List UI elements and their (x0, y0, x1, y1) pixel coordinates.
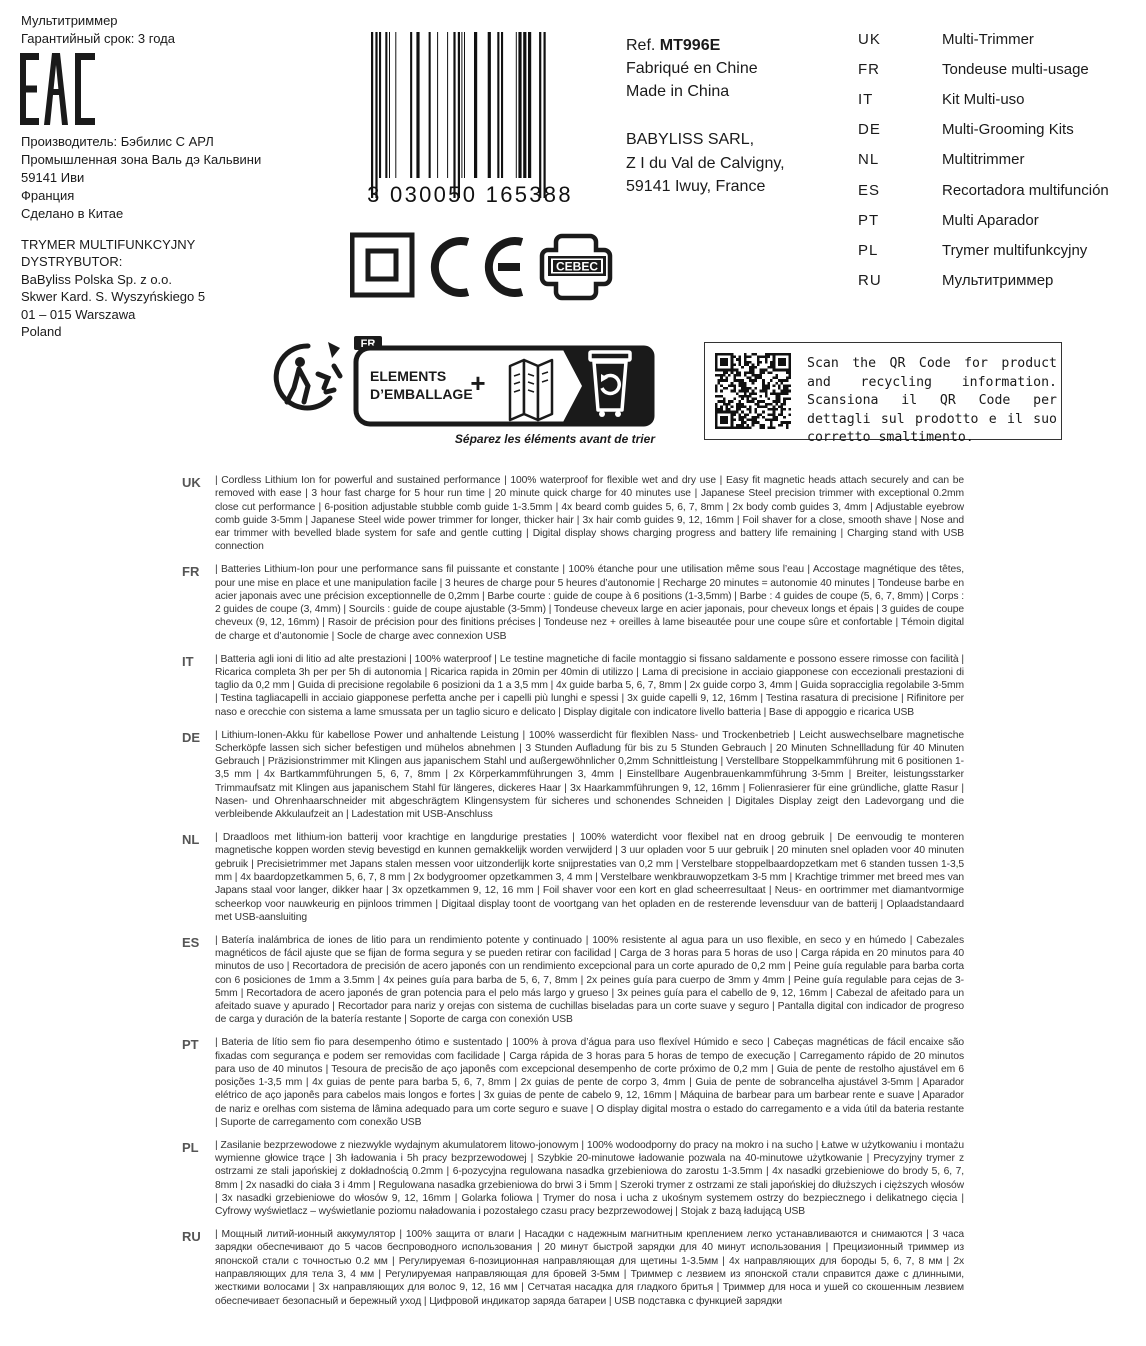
product-name: Recortadora multifunción (942, 181, 1109, 199)
made-in-en: Made in China (626, 83, 730, 100)
pl-line: Poland (21, 324, 62, 340)
polish-distributor-block (21, 236, 205, 340)
lang-code: DE (858, 121, 881, 139)
ru-warranty-line: Гарантийный срок: 3 года (21, 31, 175, 46)
spec-text: | Zasilanie bezprzewodowe z niezwykle wydajnym akumulatorem litowo-jonowym | 100% wodoodporny do pracy na mokro i na sucho | Łatwe w użytkowaniu i montażu wymienne głowice trące | 3h ładowania i 5h pracy bezprzewodowej | Szybkie 20-minutowe ładowanie pozwala na 40-minutowe użytkowanie | Precyzyjny trymer z ostrzami ze stali japońskiej z dokładnością 0.2mm | 6-pozycyjna regulowana nasadka grzebieniowa do zarostu 1-3.5mm | 4x nasadki grzebieniowe do brody 5, 6, 7, 8mm | 2x nasadki do ciała 3 i 4mm | Regulowana nasadka grzebieniowa do brwi 3 i 5mm | Szeroki trymer z ostrzami ze stali japońskiej do dłuższych i cięższych włosów | 3x nasadki grzebieniowe do włosów 9, 12, 16mm | Golarka foliowa | Trymer do nosa i ucha z ukośnym systemem ostrzy do bezpiecznego i delikatnego cięcia | Cyfrowy wyświetlacz – wyświetlanie poziomu naładowania i pozostałego czasu pracy bezprzewodowej | Stojak z bazą ładującą USB (215, 1139, 964, 1218)
reference-block (626, 34, 758, 103)
qr-info-text: Scan the QR Code for product and recycling information. Scansiona il QR Code per dettagli sul prodotto e il suo corretto smaltimento. (807, 356, 1057, 445)
feature-specs-list (182, 474, 964, 1317)
spec-lang-code: IT (182, 653, 194, 669)
pl-line: TRYMER MULTIFUNKCYJNY (21, 237, 196, 252)
product-name-row (858, 145, 1109, 175)
spec-text: | Cordless Lithium Ion for powerful and sustained performance | 100% waterproof for flexible wet and dry use | Easy fit magnetic heads attach securely and can be removed with ease | 3 hour fast charge for 5 hour run time | 20 minute quick charge for 40 minutes use | Japanese Steel precision trimmer with exceptional 0.2mm close cut performance | 6-position adjustable stubble comb guide 1-3.5mm | 4x beard comb guides 5, 6, 7, 8mm | 2x body comb guides 3, 4mm | Adjustable eyebrow comb guide 3-5mm | Japanese Steel wide power trimmer for longer, thicker hair | 3x hair comb guides 9, 12, 16mm | Foil shaver for a close, smooth shave | Nose and ear trimmer with bevelled blade system for safe and gentle cutting | Digital display shows charging progress and battery life remaining | Charging stand with USB connection (215, 475, 964, 553)
elements-label-1: ELEMENTS (370, 368, 447, 384)
eac-logo-icon (20, 53, 95, 125)
address-line: BABYLISS SARL, (626, 131, 755, 148)
plus-sign: + (470, 368, 486, 398)
ce-text: CE (350, 232, 352, 233)
spec-lang-code: RU (182, 1229, 201, 1245)
ref-code: MT996E (659, 37, 721, 54)
spec-paragraph (182, 1139, 964, 1219)
spec-paragraph (182, 563, 964, 643)
lang-code: PT (858, 211, 880, 229)
spec-lang-code: DE (182, 729, 201, 745)
spec-paragraph (182, 653, 964, 719)
ru-product-line: Мультитриммер (21, 13, 118, 28)
product-name-row (858, 266, 1109, 296)
ru-manufacturer-line: 59141 Иви (21, 170, 85, 185)
product-name-list (858, 24, 1109, 296)
spec-paragraph (182, 1228, 964, 1308)
address-block (626, 128, 785, 199)
ru-manufacturer-line: Промышленная зона Валь дэ Кальвини (21, 152, 262, 167)
leaflet-icon (510, 360, 552, 420)
product-name: Multi Aparador (942, 211, 1039, 229)
product-name: Мультитриммер (942, 272, 1054, 290)
spec-paragraph (182, 1036, 964, 1129)
qr-info-box (704, 342, 1062, 445)
product-name-row (858, 24, 1109, 54)
lang-code: NL (858, 151, 880, 169)
product-name: Trymer multifunkcyjny (942, 241, 1088, 259)
compliance-marks (350, 232, 620, 302)
ref-label: Ref. (626, 37, 656, 54)
lang-code: FR (858, 60, 880, 78)
cebec-mark-icon (542, 236, 610, 298)
spec-lang-code: FR (182, 564, 200, 580)
address-line: Z I du Val de Calvigny, (626, 154, 785, 172)
product-name-row (858, 175, 1109, 205)
country-tag: FR (360, 338, 376, 350)
spec-lang-code: PL (182, 1139, 199, 1155)
pl-line: DYSTRYBUTOR: (21, 254, 123, 270)
pl-line: BaByliss Polska Sp. z o.o. (21, 271, 173, 287)
spec-lang-code: PT (182, 1037, 199, 1053)
russian-info-block (21, 12, 175, 48)
product-name: Multi-Trimmer (942, 30, 1034, 48)
lang-code: ES (858, 181, 881, 199)
spec-text: | Batteria agli ioni di litio ad alte prestazioni | 100% waterproof | Le testine magnetiche di facile montaggio si fissano saldamente e possono essere rimosse con facilità | Ricarica completa 3h per per 5h di autonomia | Ricarica rapida in 20min per 40min di utilizzo | Lama di precisione in acciaio giapponese con eccezionali prestazioni di taglio da 0,2 mm | Guida di precisione regolabile 6 posizioni da 1 a 3,5 mm | 4x guide barba 5, 6, 7, 8mm | 2x guide corpo 3, 4mm | Guida sopracciglia regolabile 3-5mm | Testina tagliacapelli in acciaio giapponese perfetta anche per i capelli più lunghi e spessi | 3x guide capelli 9, 12, 16mm | Testina rasatura di precisione | Rifinitore per naso e orecchie con sistema a lame smussata per un taglio sicuro e delicato | Display digitale con indicatore livello batteria | Base di appoggio e ricarica USB (215, 653, 964, 718)
ce-mark-icon (435, 241, 522, 293)
product-name: Kit Multi-uso (942, 90, 1025, 108)
spec-text: | Batteries Lithium-Ion pour une performance sans fil puissante et constante | 100% étanche pour une utilisation même sous l’eau | Accostage magnétique des têtes, pour une mise en place et une manipulation facile | 3 heures de charge pour 5 heures d’autonomie | Recharge 20 minutes = autonomie 40 minutes | Tondeuse barbe en acier japonais avec une précision exceptionnelle de 0,2mm | Barbe courte : guide de coupe à 6 positions (1-3,5mm) | Barbe : 4 guides de coupe (5, 6, 7, 8mm) | Corps : 2 guides de coupe (3, 4mm) | Sourcils : guide de coupe ajustable (3-5mm) | Tondeuse cheveux large en acier japonais, pour cheveux longs et épais | 3 guides de coupe cheveux (9, 12, 16mm) | Rasoir de précision pour des finitions précises | Tondeuse nez + oreilles à lame biseautée pour une coupe sûre et confortable | Témoin digital de charge et d’autonomie | Socle de charge avec connexion USB (215, 564, 964, 642)
recycling-banner (272, 336, 662, 448)
lang-code: PL (858, 241, 879, 259)
pl-line: 01 – 015 Warszawa (21, 306, 136, 322)
spec-lang-code: UK (182, 475, 201, 490)
lang-code: IT (858, 90, 874, 108)
spec-text: | Draadloos met lithium-ion batterij voor krachtige en langdurige prestaties | 100% waterdicht voor flexibel nat en droog gebruik | De eenvoudig te monteren magnetische koppen worden stevig bevestigd en kunnen gemakkelijk worden verwijderd | 3 uur opladen voor 5 uur gebruik | 20 minuten snel opladen voor 40 minuten gebruik | Precisietrimmer met Japans stalen messen voor uitzonderlijk korte snijprestaties van 0,2 mm | Verstelbare stoppelbaardopzetkam met 6 standen tussen 1-3,5 mm | 4x baardopzetkammen 5, 6, 7, 8 mm | 2x bodygroomer opzetkammen 3, 4 mm | Verstelbare wenkbrauwopzetkam 3-5 mm | Krachtige trimmer met breed mes van Japans staal voor langer, dikker haar | 3x opzetkammen 9, 12, 16 mm | Foil shaver voor een kort en glad scheerresultaat | Neus- en oortrimmer met diamantvormige scheerkop voor nauwkeurig en pijnloos trimmen | Digitaal display toont de voortgang van het opladen en de resterende levensduur van de batterij | Oplaadstandaard met USB-aansluiting (215, 832, 964, 923)
elements-label-2: D’EMBALLAGE (370, 386, 473, 402)
spec-text: | Batería inalámbrica de iones de litio para un rendimiento potente y continuado | 100% resistente al agua para un uso flexible, en seco y en húmedo | Cabezales magnéticos de fácil ajuste que se fijan de forma segura y se pueden retirar con facilidad | Carga de 3 horas para 5 horas de uso | Carga rápida en 20 minutos para 40 minutos de uso | Recortadora de precisión de acero japonés con un rendimiento excepcional para un corte apurado de 0,2 mm | Peine guía regulable para barba corta con 6 posiciones de 1mm a 3.5mm | 4x peines guía para barba de 5, 6, 7, 8mm | 2x peines guía para cuerpo de 3mm y 4mm | Peine guía regulable para cejas de 3-5mm | Recortadora de acero japonés de gran potencia para el pelo más largo y grueso | 3x peines guía para el cabello de 9, 12, 16mm | Cabezal de afeitado para un afeitado suave y apurado | Recortador para nariz y orejas con sistema de cuchillas biseladas para un corte suave y seguro | Pantalla digital con indicador de progreso de carga y duración de la batería restante | Soporte de carga con conexión USB (215, 934, 964, 1026)
triman-icon (276, 342, 340, 408)
spec-paragraph (182, 831, 964, 924)
qr-code-icon[interactable] (715, 353, 791, 429)
ru-manufacturer-line: Производитель: Бэбилис С АРЛ (21, 134, 214, 149)
product-name-row (858, 205, 1109, 235)
product-name-row (858, 54, 1109, 84)
pl-line: Skwer Kard. S. Wyszyńskiego 5 (21, 289, 206, 305)
spec-paragraph (182, 474, 964, 554)
product-name: Multitrimmer (942, 151, 1025, 169)
product-name: Tondeuse multi-usage (942, 60, 1089, 78)
spec-paragraph (182, 729, 964, 822)
double-square-icon (352, 235, 412, 295)
spec-text: | Bateria de lítio sem fio para desempenho ótimo e sustentado | 100% à prova d’água para uso flexível Húmido e seco | Cabeças magnéticas de fácil encaixe são fixadas com segurança e podem ser removidas com facilidade | Carga rápida de 3 horas para 5 horas de tempo de execução | Carregamento rápido de 20 minutos para uso de 40 minutos | Tesoura de precisão de aço japonês com excepcional desempenho de corte próximo de 0,2 mm | Guia de pente de restolho ajustável em 6 posições 1-3,5 mm | 4x guias de pente para barba 5, 6, 7, 8mm | 2x guias de pente de corpo 3, 4mm | Guia de pente de sobrancelha ajustável 3-5mm | Aparador elétrico de aço japonês para cabelos mais longos e fortes | 3x guias de pente de cabelo 9, 12, 16mm | Máquina de barbear para um barbear rente e suave | Aparador de nariz e orelhas com sistema de lâmina adequado para um corte seguro e suave | O display digital mostra o estado do carregamento e a vida útil da bateria restante | Suporte de carregamento com conexão USB (215, 1037, 964, 1129)
spec-text: | Lithium-Ionen-Akku für kabellose Power und anhaltende Leistung | 100% wasserdicht für flexiblen Nass- und Trockenbetrieb | Leicht auswechselbare magnetische Scherköpfe lassen sich sicher befestigen und mühelos abnehmen | 3 Stunden Aufladung für bis zu 5 Stunden Gebrauch | 20 Minuten Schnellladung für 40 Minuten Gebrauch | Präzisionstrimmer mit Klingen aus japanischem Stahl und außergewöhnlicher 0,2mm Schnittleistung | Verstellbare Stoppelkammführung mit 6 positionen 1-3,5 mm | 4x Bartkammführungen 5, 6, 7, 8mm | 2x Körperkammführungen 3, 4mm | Einstellbare Augenbrauenkammführung 3-5mm | Breiter, leistungsstarker Trimmaufsatz mit Klingen aus japanischem Stahl für längeres, dickeres Haar | 3x Haarkammführungen 9, 12, 16mm | Folienrasierer für eine gründliche, glatte Rasur | Nasen- und Ohrenhaarschneider mit abgeschrägtem Klingensystem für sicheres und schonendes Schneiden | Digitales Display zeigt den Ladevorgang und die verbleibende Akkulaufzeit an | Ladestation mit USB-Anschluss (215, 729, 964, 821)
spec-lang-code: ES (182, 934, 200, 950)
product-name: Multi-Grooming Kits (942, 121, 1074, 139)
address-line: 59141 Iwuy, France (626, 178, 766, 195)
cebec-text: CEBEC (555, 259, 599, 274)
spec-paragraph (182, 934, 964, 1027)
lang-code: UK (858, 30, 881, 48)
barcode-digits: 3 030050 165388 (367, 182, 573, 207)
spec-lang-code: NL (182, 832, 200, 848)
spec-text: | Мощный литий-ионный аккумулятор | 100% защита от влаги | Насадки с надежным магнитным креплением легко устанавливаются и снимаются | 3 часа зарядки обеспечивают до 5 часов беспроводного использования | 20 минут быстрой зарядки для 40 минут использования | Прецизионный триммер из японской стали с точностью 0.2 мм | Регулируемая 6-позиционная направляющая для щетины 1-3.5мм | 4х направляющих для бороды 5, 6, 7, 8 мм | 2х направляющих для тела 3, 4 мм | Регулируемая направляющая для бровей 3-5мм | Триммер с лезвием из японской стали справится даже с длинными, жесткими волосами | 3х направляющих для волос 9, 12, 16 мм | Сетчатая насадка для гладкого бритья | Триммер для носа и ушей со скошенным лезвием обеспечивает безопасный и бережный уход | Цифровой индикатор заряда батареи | USB подставка с функцией зарядки (215, 1229, 964, 1307)
lang-code: RU (858, 272, 882, 290)
recycling-caption: Séparez les éléments avant de trier (454, 432, 655, 446)
product-name-row (858, 115, 1109, 145)
product-name-row (858, 84, 1109, 114)
product-name-row (858, 235, 1109, 265)
ean13-barcode-icon (345, 32, 595, 208)
ru-manufacturer-line: Сделано в Китае (21, 206, 124, 221)
ru-manufacturer-line: Франция (21, 188, 75, 203)
made-in-fr: Fabriqué en Chine (626, 60, 758, 77)
ru-manufacturer-block (21, 133, 261, 223)
